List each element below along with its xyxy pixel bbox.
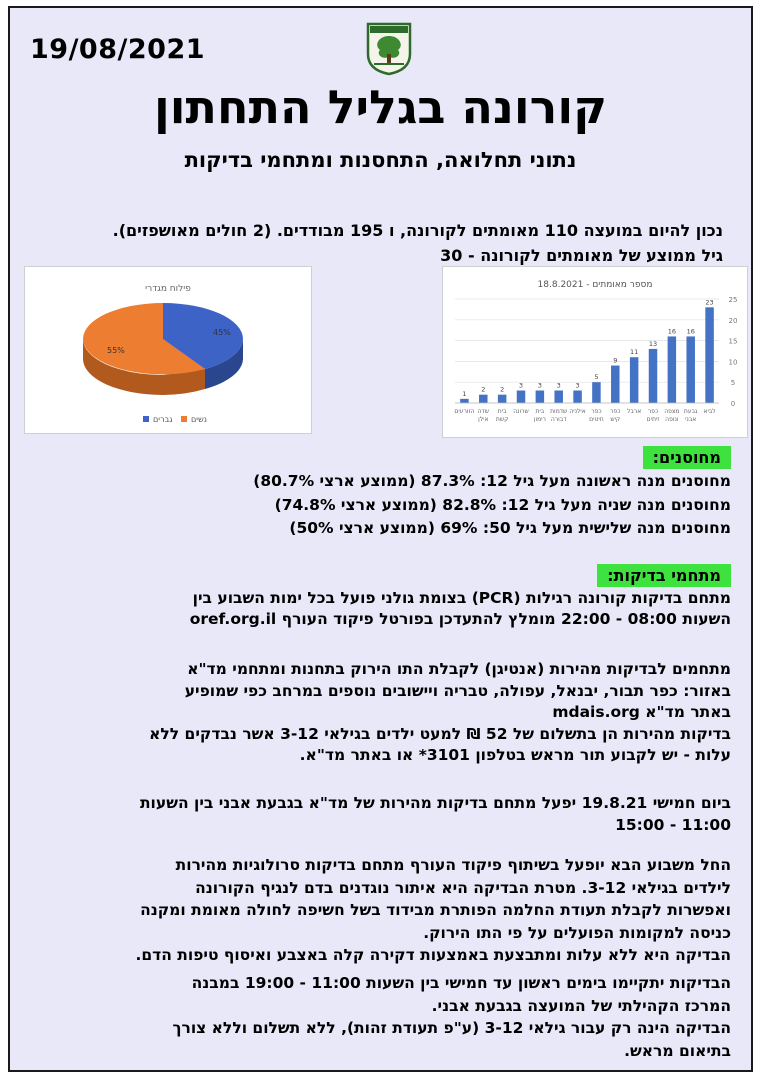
x-tick-label: רימון bbox=[533, 416, 546, 423]
page-subtitle: נתוני תחלואה, התחסנות ומתחמי בדיקות bbox=[184, 148, 577, 172]
schedule-line: המרכז הקהילתי של המועצה בגבעת אבני. bbox=[431, 996, 731, 1015]
gender-pie-chart bbox=[24, 266, 312, 434]
x-tick-label: אבני bbox=[685, 416, 697, 423]
intro-line: נכון להיום במועצה 110 מאומתים לקורונה, ו 195 מבודדים. (2 חולים מאושפזים). bbox=[112, 221, 723, 240]
council-emblem-icon bbox=[364, 20, 414, 76]
pcr-line: השעות 08:00 - 22:00 מומלץ להתעדכן בפורטל פיקוד העורף oref.org.il bbox=[189, 610, 731, 628]
bar-value-label: 11 bbox=[630, 348, 639, 357]
y-tick-label: 5 bbox=[730, 379, 736, 388]
bar-value-label: 2 bbox=[481, 385, 486, 394]
rapid-line: עלות - יש לקבוע תור מראש בטלפון 3101* או באתר מד"א. bbox=[299, 746, 731, 764]
y-tick-label: 10 bbox=[728, 358, 738, 367]
x-tick-label: שדה bbox=[477, 408, 490, 415]
bar bbox=[460, 399, 468, 403]
bar-chart-title: מספר מאומתים - 18.8.2021 bbox=[537, 280, 653, 290]
vaccinated-label: מחוסנים: bbox=[643, 446, 731, 469]
y-tick-label: 15 bbox=[728, 337, 738, 346]
serology-line: הבדיקה היא ללא עלות ומתבצעת באמצעות דקירה קלה באצבע ואיסוף טיפות הדם. bbox=[135, 946, 731, 964]
confirmed-cases-bar-chart bbox=[442, 266, 748, 438]
bar bbox=[649, 349, 657, 403]
vaccination-stats bbox=[15, 470, 731, 541]
x-tick-label: אילן bbox=[478, 416, 489, 423]
pie-label-blue: 45% bbox=[213, 328, 231, 337]
testing-label: מתחמי בדיקות: bbox=[597, 564, 731, 587]
bar bbox=[479, 395, 487, 403]
legend-men: גברים bbox=[153, 415, 173, 424]
x-tick-label: ונופה bbox=[665, 416, 679, 423]
x-tick-label: זיתים bbox=[646, 416, 660, 423]
bar bbox=[536, 391, 544, 403]
x-tick-label: חיטים bbox=[589, 416, 604, 423]
pcr-line: מתחם בדיקות קורונה רגילות (PCR) בצומת גולני פועל בכל ימות השבוע בין bbox=[192, 589, 731, 607]
bar bbox=[705, 307, 713, 403]
x-tick-label: בית bbox=[535, 408, 545, 415]
x-tick-label: בית bbox=[497, 408, 507, 415]
x-tick-label: כפר bbox=[647, 408, 659, 415]
bar-value-label: 9 bbox=[613, 356, 618, 365]
bar bbox=[686, 336, 694, 403]
x-tick-label: אילניה bbox=[569, 408, 586, 415]
bar bbox=[592, 382, 600, 403]
x-tick-label: כפר bbox=[591, 408, 602, 415]
y-tick-label: 20 bbox=[728, 316, 738, 325]
bar bbox=[611, 366, 619, 403]
rapid-line: באזור: כפר תבור, יבנאל, עפולה, טבריה ויישובים נוספים במרחב כפי שמופיע bbox=[184, 681, 731, 700]
thursday-line: ביום חמישי 19.8.21 יפעל מתחם בדיקות מהירות של מד"א בגבעת אבני בין השעות bbox=[139, 794, 731, 812]
serology-line: החל משבוע הבא יופעל בשיתוף פיקוד העורף מתחם בדיקות סרולוגיות מהירות bbox=[175, 856, 731, 874]
x-tick-label: שרונה bbox=[513, 408, 529, 415]
intro-text bbox=[23, 218, 723, 268]
bar-value-label: 3 bbox=[518, 381, 524, 390]
bar-value-label: 23 bbox=[705, 298, 714, 307]
y-tick-label: 25 bbox=[728, 296, 738, 304]
thursday-info bbox=[15, 792, 731, 836]
pcr-info bbox=[15, 588, 731, 630]
bar-value-label: 3 bbox=[537, 381, 542, 390]
x-tick-label: שדמות bbox=[550, 408, 568, 415]
bar bbox=[498, 395, 506, 403]
thursday-line: 11:00 - 15:00 bbox=[615, 816, 731, 834]
serology-schedule bbox=[15, 972, 731, 1062]
vaccination-line: מחוסנים מנה שניה מעל גיל 12: 82.8% (ממוצע ארצי 74.8%) bbox=[274, 495, 731, 514]
bar-value-label: 3 bbox=[575, 381, 580, 390]
schedule-line: הבדיקה הינה רק עבור גילאי 3-12 (ע"פ תעודת זהות), ללא תשלום וללא צורך bbox=[172, 1019, 731, 1037]
legend-women: נשים bbox=[191, 415, 207, 424]
rapid-line: מתחמים לבדיקות מהירות (אנטיגן) לקבלת התו הירוק בתחנות ומתחמי מד"א bbox=[187, 660, 731, 678]
date: 19/08/2021 bbox=[30, 34, 206, 65]
bar-value-label: 13 bbox=[648, 339, 658, 348]
bar bbox=[668, 336, 676, 403]
legend-swatch-orange bbox=[181, 416, 187, 422]
bar bbox=[630, 357, 638, 403]
schedule-line: הבדיקות יתקיימו בימים ראשון עד חמישי בין השעות 11:00 - 19:00 במבנה bbox=[191, 974, 731, 992]
x-tick-label: גבעת bbox=[683, 408, 698, 415]
bar bbox=[517, 391, 525, 403]
y-tick-label: 0 bbox=[730, 400, 736, 408]
page-title: קורונה בגליל התחתון bbox=[153, 80, 608, 134]
rapid-line: באתר מד"א mdais.org bbox=[552, 703, 731, 721]
vaccination-line: מחוסנים מנה שלישית מעל גיל 50: 69% (ממוצע ארצי 50%) bbox=[289, 519, 731, 537]
rapid-line: בדיקות מהירות הן בתשלום של 52 ₪ למעט ילדים בגילאי 3-12 אשר נבדקים ללא bbox=[149, 724, 731, 743]
rapid-test-info bbox=[15, 659, 731, 767]
bar-value-label: 1 bbox=[462, 389, 467, 398]
serology-line: לילדים בגילאי 3-12. מטרת הבדיקה היא איתור נוגדנים בדם לנגיף הקורונה bbox=[195, 878, 731, 897]
schedule-line: בתיאום מראש. bbox=[624, 1041, 731, 1060]
intro-line: גיל ממוצע של מאומתים לקורונה - 30 bbox=[440, 246, 723, 265]
bar-value-label: 16 bbox=[686, 327, 695, 336]
bar bbox=[554, 391, 562, 403]
bar-value-label: 16 bbox=[667, 327, 676, 336]
bar-value-label: 3 bbox=[556, 381, 561, 390]
x-tick-label: כפר bbox=[610, 408, 621, 415]
serology-line: ואפשרות לקבלת תעודת החלמה הפותרת מבידוד בשל חשיפה לחולה מאומת ומקנה bbox=[140, 901, 731, 919]
x-tick-label: קשת bbox=[495, 416, 509, 423]
x-tick-label: לביא bbox=[703, 408, 716, 415]
vaccination-line: מחוסנים מנה ראשונה מעל גיל 12: 87.3% (ממוצע ארצי 80.7%) bbox=[253, 472, 731, 490]
pie-label-orange: 55% bbox=[107, 346, 125, 355]
poster bbox=[8, 6, 753, 1072]
x-tick-label: קיש bbox=[610, 416, 621, 423]
x-tick-label: ארבל bbox=[627, 408, 642, 415]
x-tick-label: דבורה bbox=[550, 416, 567, 423]
pie-title: פילוח מגדרי bbox=[145, 284, 191, 294]
serology-line: כניסה למקומות הפועלים על פי התו הירוק. bbox=[423, 923, 731, 942]
x-tick-label: מצפה bbox=[664, 408, 680, 415]
x-tick-label: הזורעים bbox=[454, 408, 475, 415]
serology-info bbox=[15, 854, 731, 967]
bar-value-label: 2 bbox=[500, 385, 505, 394]
legend-swatch-blue bbox=[143, 416, 149, 422]
bar-value-label: 5 bbox=[594, 373, 599, 382]
bar bbox=[573, 391, 581, 403]
